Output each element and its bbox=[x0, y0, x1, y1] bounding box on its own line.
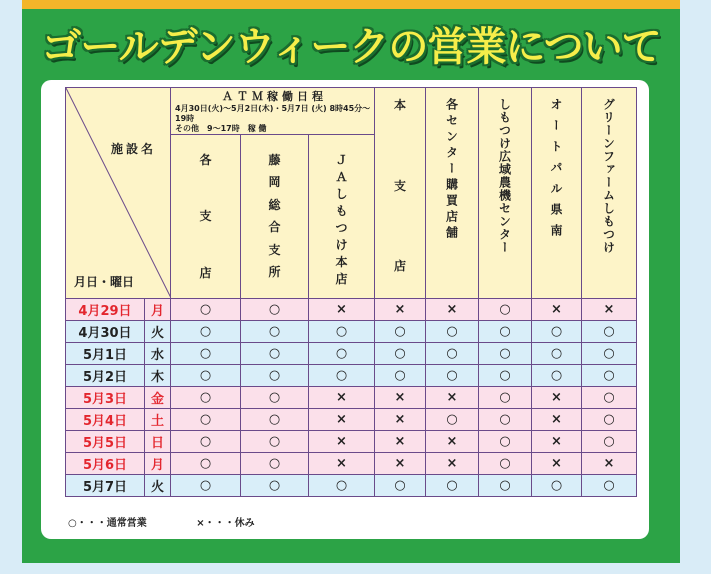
col-char: Ｊ bbox=[335, 152, 348, 167]
table-row bbox=[66, 343, 637, 365]
atm-col-branches bbox=[171, 135, 241, 299]
status-mark: × bbox=[309, 387, 375, 409]
status-mark: ○ bbox=[171, 409, 241, 431]
atm-col-fujioka bbox=[241, 135, 309, 299]
status-mark: ○ bbox=[241, 299, 309, 321]
row-weekday: 金 bbox=[145, 387, 171, 409]
col-char: 支 bbox=[268, 242, 281, 257]
row-date: 5月5日 bbox=[66, 431, 145, 453]
col-char: 店 bbox=[199, 265, 212, 280]
col-char: も bbox=[335, 203, 348, 218]
row-date: 5月1日 bbox=[66, 343, 145, 365]
facility-label: 施設名 bbox=[110, 142, 156, 156]
status-mark: ○ bbox=[479, 409, 532, 431]
col-label: 各センター購買店舗 bbox=[444, 98, 459, 242]
corner-header bbox=[66, 88, 171, 299]
table-row bbox=[66, 409, 637, 431]
status-mark: × bbox=[582, 453, 637, 475]
status-mark: ○ bbox=[479, 321, 532, 343]
legend-open: ○・・・通常営業 bbox=[68, 518, 147, 529]
status-mark: ○ bbox=[479, 343, 532, 365]
row-weekday: 月 bbox=[145, 453, 171, 475]
status-mark: ○ bbox=[171, 431, 241, 453]
status-mark: ○ bbox=[582, 431, 637, 453]
date-label: 月日・曜日 bbox=[74, 275, 135, 289]
table-row bbox=[66, 475, 637, 497]
status-mark: × bbox=[426, 431, 479, 453]
status-mark: ○ bbox=[582, 387, 637, 409]
table-row bbox=[66, 299, 637, 321]
status-mark: ○ bbox=[171, 453, 241, 475]
row-weekday: 火 bbox=[145, 321, 171, 343]
row-weekday: 月 bbox=[145, 299, 171, 321]
status-mark: × bbox=[426, 299, 479, 321]
status-mark: ○ bbox=[241, 343, 309, 365]
col-char: 本 bbox=[335, 254, 348, 269]
status-mark: ○ bbox=[582, 321, 637, 343]
col-autopal bbox=[532, 88, 582, 299]
col-char: 所 bbox=[268, 265, 281, 280]
top-accent-bar bbox=[22, 0, 680, 9]
col-char: 支 bbox=[199, 209, 212, 223]
status-mark: ○ bbox=[479, 431, 532, 453]
status-mark: × bbox=[375, 409, 426, 431]
table-row bbox=[66, 431, 637, 453]
status-mark: ○ bbox=[532, 343, 582, 365]
status-mark: ○ bbox=[375, 343, 426, 365]
status-mark: ○ bbox=[582, 343, 637, 365]
col-char: 店 bbox=[393, 259, 406, 273]
status-mark: ○ bbox=[479, 453, 532, 475]
status-mark: ○ bbox=[582, 365, 637, 387]
status-mark: ○ bbox=[171, 299, 241, 321]
status-mark: ○ bbox=[375, 475, 426, 497]
atm-col-ja-honten bbox=[309, 135, 375, 299]
schedule-table bbox=[65, 87, 637, 497]
col-label: しもつけ広域農機センター bbox=[497, 98, 512, 254]
status-mark: ○ bbox=[241, 475, 309, 497]
row-weekday: 日 bbox=[145, 431, 171, 453]
status-mark: ○ bbox=[171, 321, 241, 343]
col-center-stores bbox=[426, 88, 479, 299]
row-weekday: 土 bbox=[145, 409, 171, 431]
schedule-rows bbox=[66, 299, 637, 497]
status-mark: ○ bbox=[479, 387, 532, 409]
col-char: 総 bbox=[268, 197, 281, 212]
row-date: 5月7日 bbox=[66, 475, 145, 497]
col-label: オートパル県南 bbox=[549, 98, 563, 245]
status-mark: ○ bbox=[309, 475, 375, 497]
col-char: 本 bbox=[393, 98, 406, 112]
col-honshiten bbox=[375, 88, 426, 299]
status-mark: × bbox=[532, 387, 582, 409]
status-mark: ○ bbox=[241, 409, 309, 431]
status-mark: ○ bbox=[241, 431, 309, 453]
row-date: 5月3日 bbox=[66, 387, 145, 409]
status-mark: ○ bbox=[532, 321, 582, 343]
status-mark: × bbox=[532, 409, 582, 431]
atm-title: ＡＴＭ稼働日程 bbox=[222, 90, 327, 103]
status-mark: × bbox=[309, 409, 375, 431]
status-mark: ○ bbox=[582, 475, 637, 497]
table-row bbox=[66, 387, 637, 409]
status-mark: ○ bbox=[241, 365, 309, 387]
status-mark: × bbox=[309, 431, 375, 453]
diagonal-line bbox=[66, 88, 171, 298]
status-mark: ○ bbox=[426, 475, 479, 497]
atm-note-2: その他 9～17時 稼 働 bbox=[175, 124, 267, 133]
status-mark: ○ bbox=[426, 409, 479, 431]
status-mark: ○ bbox=[171, 387, 241, 409]
table-row bbox=[66, 453, 637, 475]
col-char: し bbox=[335, 186, 348, 201]
status-mark: × bbox=[532, 453, 582, 475]
status-mark: × bbox=[532, 299, 582, 321]
status-mark: ○ bbox=[479, 365, 532, 387]
col-char: 岡 bbox=[268, 175, 281, 190]
page-title: ゴールデンウィークの営業について bbox=[41, 24, 661, 70]
status-mark: ○ bbox=[309, 321, 375, 343]
atm-header bbox=[171, 88, 375, 135]
col-char: Ａ bbox=[335, 169, 348, 184]
row-weekday: 火 bbox=[145, 475, 171, 497]
col-char: 各 bbox=[199, 152, 212, 167]
status-mark: × bbox=[532, 431, 582, 453]
row-weekday: 木 bbox=[145, 365, 171, 387]
status-mark: × bbox=[309, 299, 375, 321]
status-mark: ○ bbox=[171, 365, 241, 387]
status-mark: ○ bbox=[241, 321, 309, 343]
status-mark: ○ bbox=[479, 299, 532, 321]
row-date: 5月6日 bbox=[66, 453, 145, 475]
col-char: 支 bbox=[393, 178, 406, 193]
status-mark: × bbox=[309, 453, 375, 475]
status-mark: ○ bbox=[309, 343, 375, 365]
legend-closed: ×・・・休み bbox=[196, 518, 255, 529]
status-mark: ○ bbox=[582, 409, 637, 431]
status-mark: × bbox=[375, 453, 426, 475]
col-machinery-center bbox=[479, 88, 532, 299]
row-date: 5月4日 bbox=[66, 409, 145, 431]
status-mark: ○ bbox=[426, 321, 479, 343]
status-mark: ○ bbox=[532, 365, 582, 387]
col-char: 藤 bbox=[268, 152, 281, 167]
status-mark: ○ bbox=[479, 475, 532, 497]
status-mark: ○ bbox=[241, 387, 309, 409]
row-date: 4月30日 bbox=[66, 321, 145, 343]
row-weekday: 水 bbox=[145, 343, 171, 365]
status-mark: × bbox=[375, 387, 426, 409]
table-row bbox=[66, 321, 637, 343]
status-mark: × bbox=[582, 299, 637, 321]
status-mark: ○ bbox=[241, 453, 309, 475]
col-greenfarm bbox=[582, 88, 637, 299]
col-char: 合 bbox=[268, 220, 281, 235]
row-date: 5月2日 bbox=[66, 365, 145, 387]
status-mark: ○ bbox=[171, 343, 241, 365]
col-label: グリーンファームしもつけ bbox=[601, 98, 616, 254]
status-mark: × bbox=[426, 453, 479, 475]
status-mark: × bbox=[375, 431, 426, 453]
status-mark: × bbox=[375, 299, 426, 321]
row-date: 4月29日 bbox=[66, 299, 145, 321]
table-row bbox=[66, 365, 637, 387]
col-char: 店 bbox=[335, 271, 348, 286]
status-mark: ○ bbox=[426, 365, 479, 387]
status-mark: × bbox=[426, 387, 479, 409]
atm-note-1: 4月30日(火)～5月2日(木)・5月7日 (火) 8時45分～19時 bbox=[175, 104, 371, 123]
status-mark: ○ bbox=[375, 365, 426, 387]
status-mark: ○ bbox=[426, 343, 479, 365]
status-mark: ○ bbox=[309, 365, 375, 387]
status-mark: ○ bbox=[375, 321, 426, 343]
col-char: つ bbox=[335, 220, 348, 235]
col-char: け bbox=[335, 237, 348, 252]
status-mark: ○ bbox=[171, 475, 241, 497]
legend bbox=[68, 514, 301, 529]
status-mark: ○ bbox=[532, 475, 582, 497]
